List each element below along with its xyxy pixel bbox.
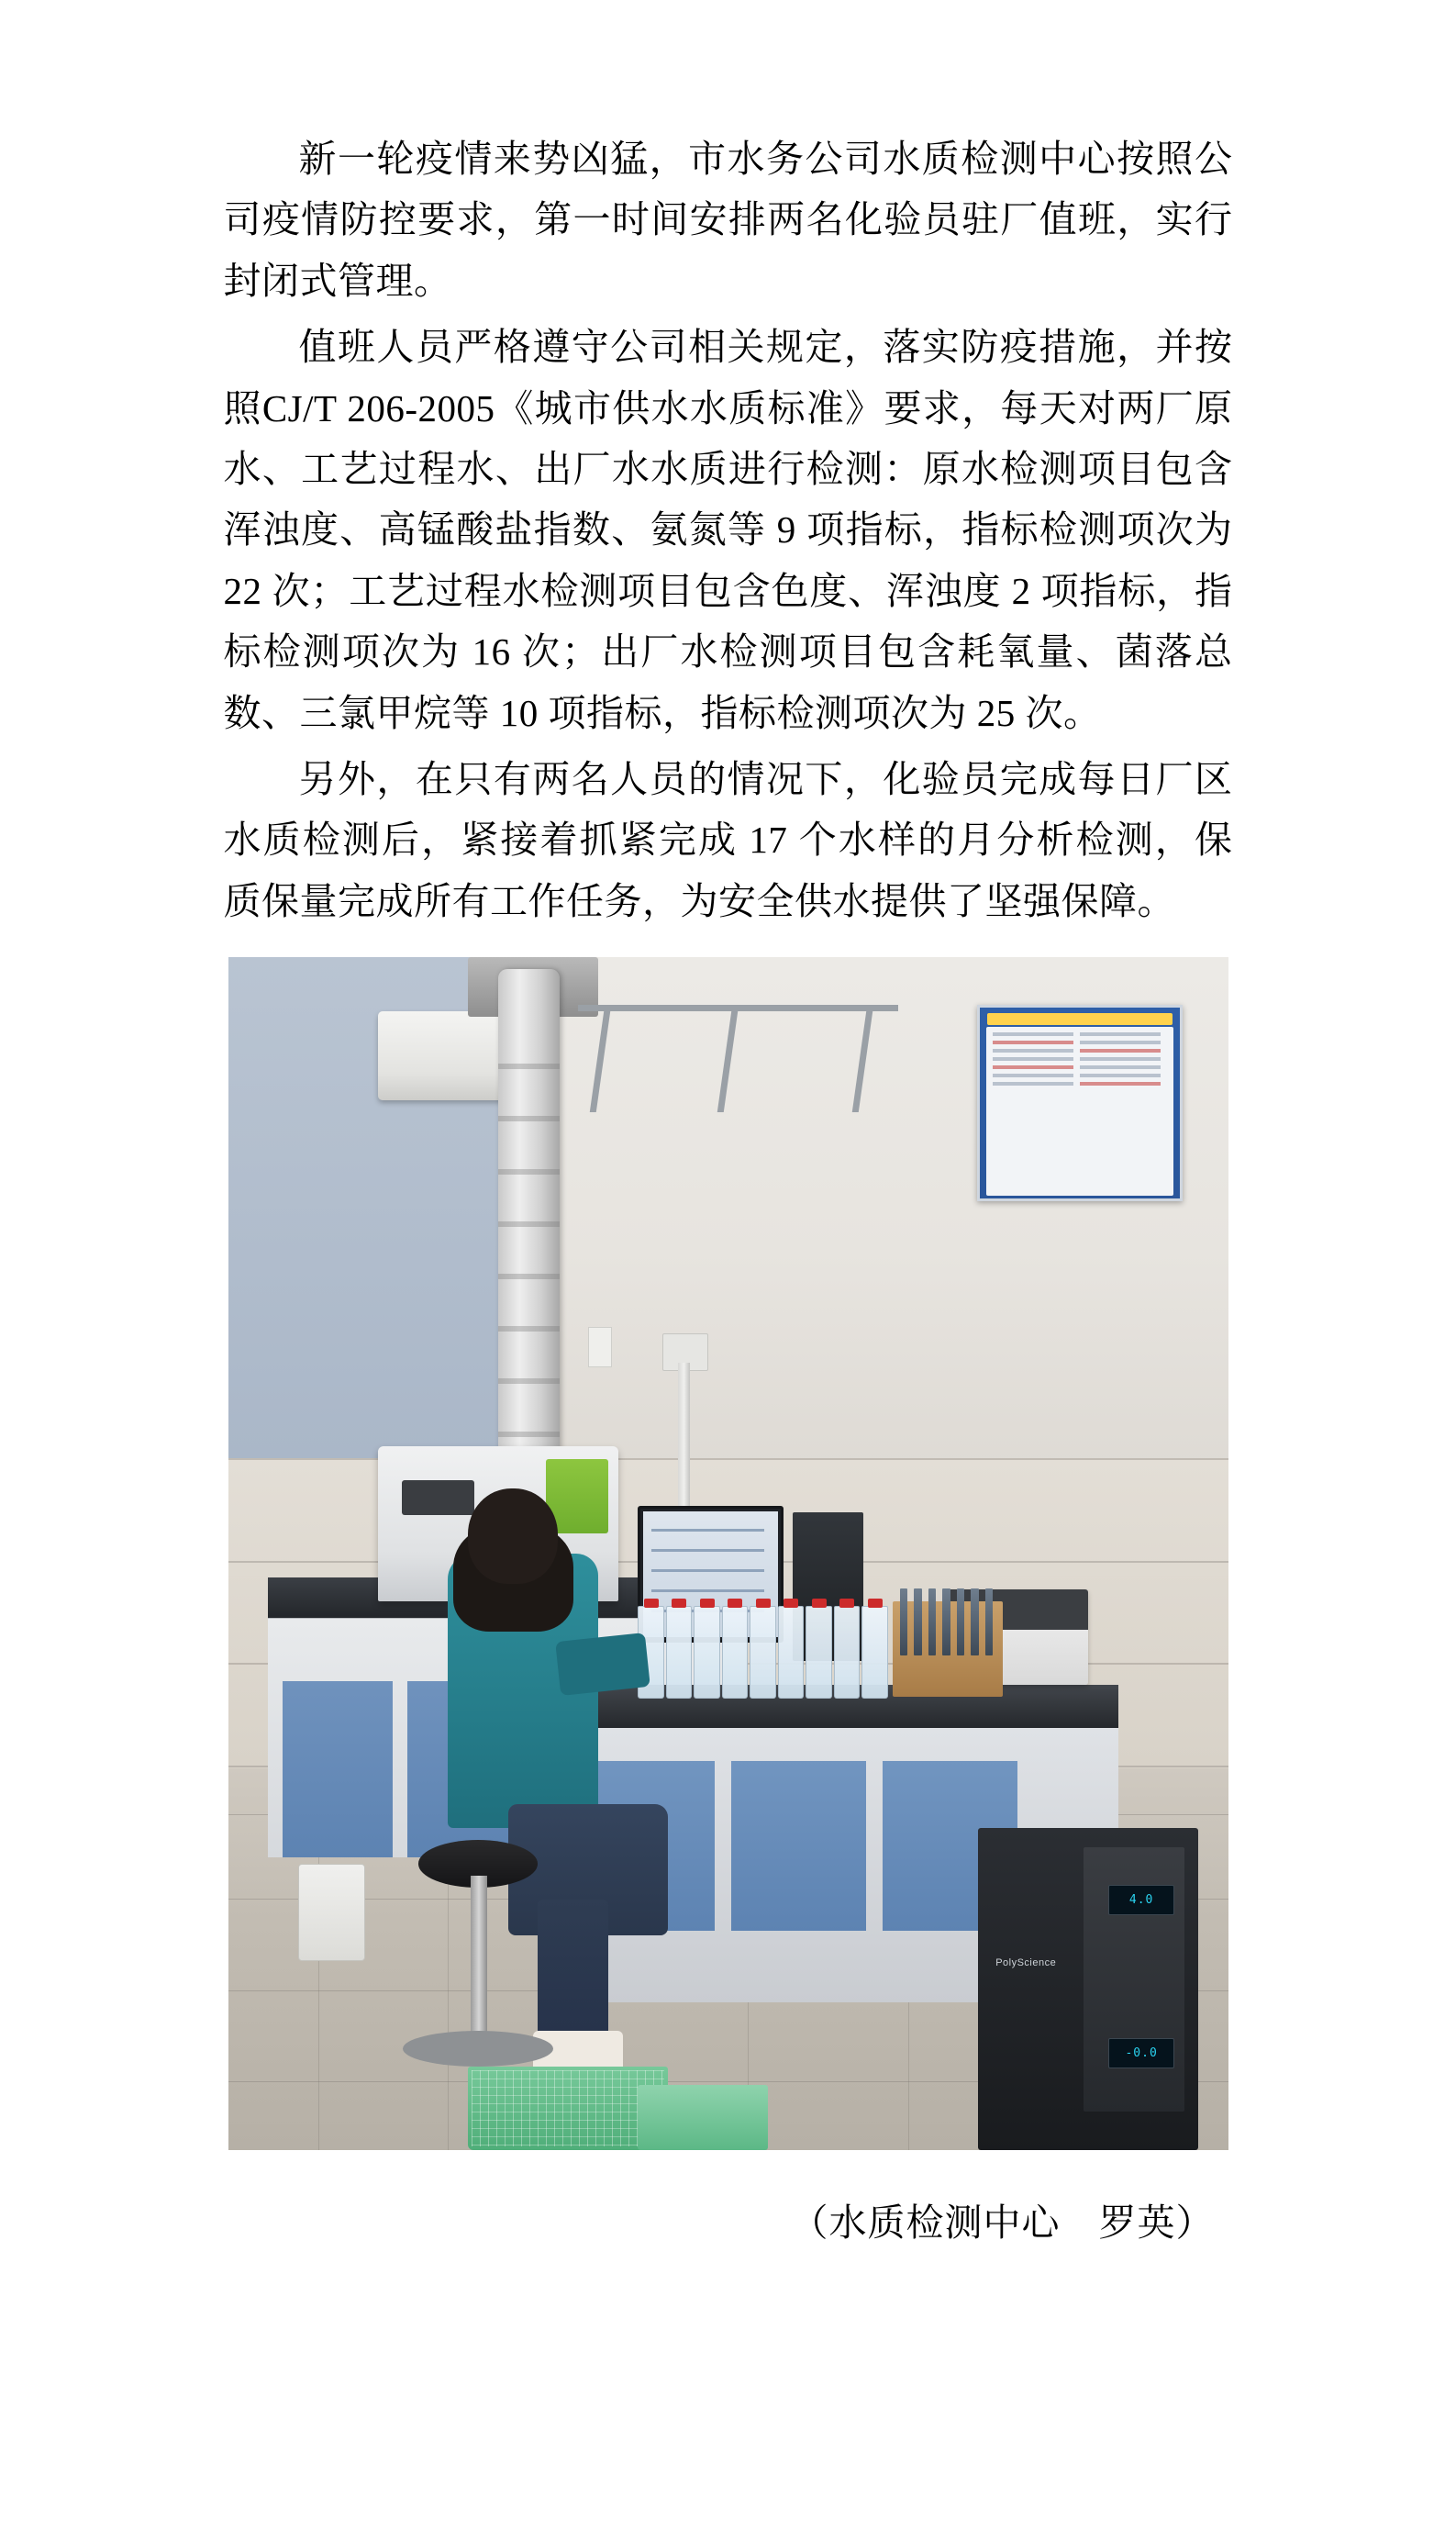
instrument-display-panel bbox=[402, 1480, 473, 1514]
figure-wrapper bbox=[224, 957, 1233, 2150]
exhaust-duct bbox=[498, 969, 561, 1494]
water-sample-bottles bbox=[638, 1596, 888, 1699]
chiller-control-panel bbox=[1084, 1847, 1184, 2112]
wall-conduit bbox=[678, 1363, 690, 1506]
lab-technician-arm bbox=[555, 1633, 650, 1695]
wall-poster bbox=[977, 1005, 1183, 1201]
paragraph-3: 另外，在只有两名人员的情况下，化验员完成每日厂区水质检测后，紧接着抓紧完成 17 个水样的月分析检测，保质保量完成所有工作任务，为安全供水提供了坚强保障。 bbox=[223, 758, 1233, 922]
ceiling-brackets bbox=[578, 1005, 898, 1112]
chiller-display-bottom: -0.0 bbox=[1108, 2038, 1175, 2069]
chiller-display-top: 4.0 bbox=[1108, 1885, 1175, 1916]
figure-caption: （水质检测中心 罗英） bbox=[790, 2201, 1215, 2245]
document-body bbox=[224, 128, 1233, 2246]
paragraph-2: 值班人员严格遵守公司相关规定，落实防疫措施，并按照CJ/T 206-2005《城市供水水质标准》要求，每天对两厂原水、工艺过程水、出厂水水质进行检测：原水检测项目包含浑浊度、高锰酸盐指数、氨氮等 9 项指标，指标检测项次为 22 次；工艺过程水检测项目包含色度、浑浊度 2 项指标，指标检测项次为 16 次；出厂水检测项目包含耗氧量、菌落总数、三氯甲烷等 10 项指标，指标检测项次为 25 次。 bbox=[223, 326, 1233, 734]
lab-technician-leg-lower bbox=[538, 1900, 607, 2043]
lab-stool-pole bbox=[471, 1876, 486, 2043]
poster-title-bar bbox=[987, 1013, 1173, 1025]
water-jerrycan bbox=[298, 1864, 365, 1961]
green-storage-basket-small bbox=[638, 2085, 768, 2151]
lab-stool-base bbox=[403, 2031, 553, 2067]
lab-technician-head bbox=[468, 1488, 558, 1584]
recirculating-chiller bbox=[978, 1828, 1198, 2150]
wall-switch bbox=[588, 1327, 612, 1367]
poster-content bbox=[986, 1027, 1173, 1196]
paragraph-1: 新一轮疫情来势凶猛，市水务公司水质检测中心按照公司疫情防控要求，第一时间安排两名化验员驻厂值班，实行封闭式管理。 bbox=[223, 138, 1233, 302]
laboratory-photo bbox=[228, 957, 1228, 2150]
test-tube-rack bbox=[893, 1601, 1003, 1697]
chiller-brand-label: PolyScience bbox=[995, 1956, 1057, 1968]
